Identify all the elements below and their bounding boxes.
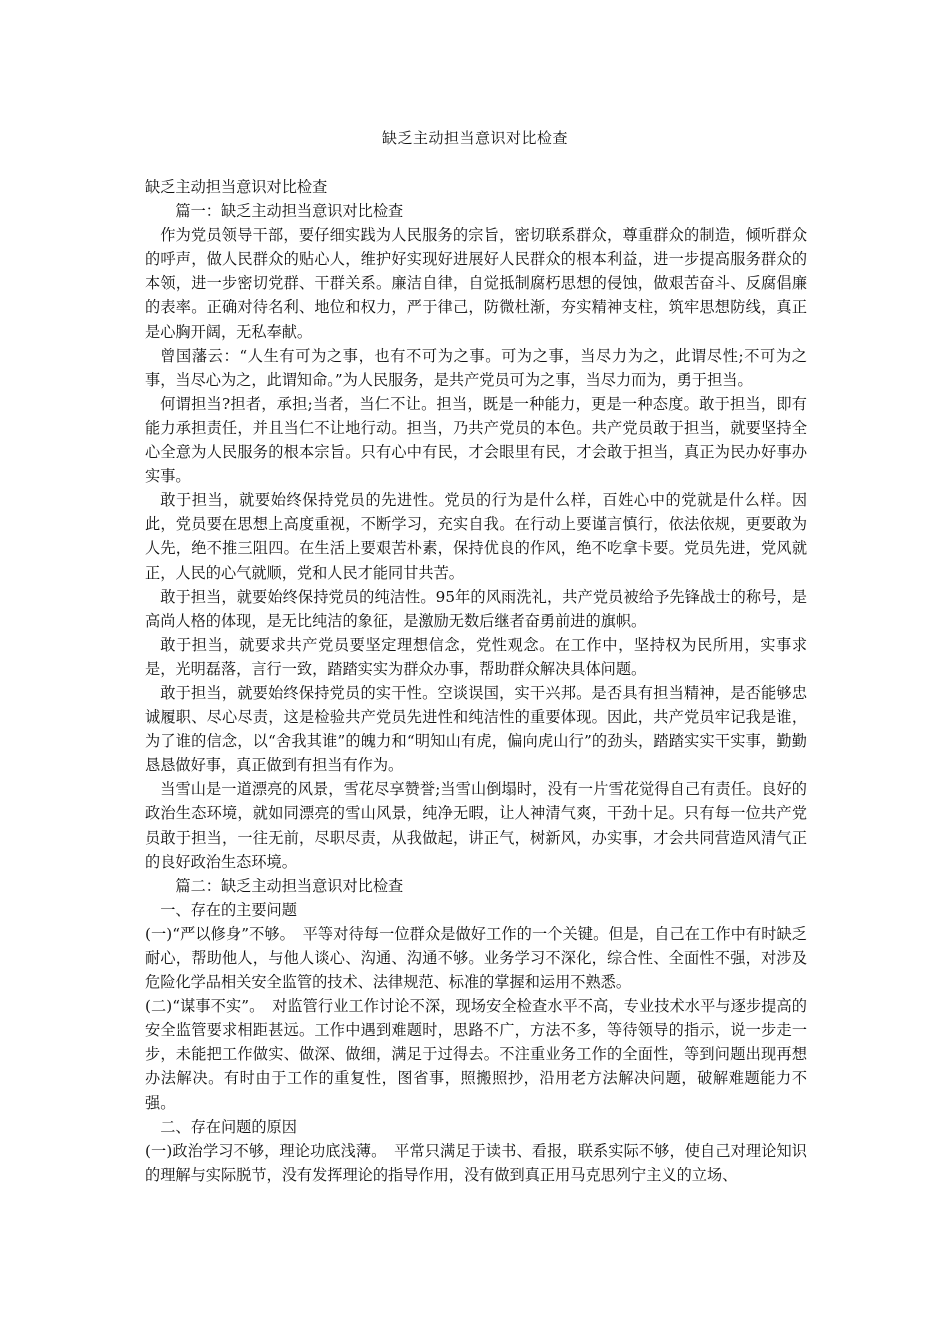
- paragraph: 敢于担当，就要求共产党员要坚定理想信念，党性观念。在工作中，坚持权为民所用，实事求是，光明磊落，言行一致，踏踏实实为群众办事，帮助群众解决具体问题。: [145, 635, 807, 678]
- paragraph: 作为党员领导干部，要仔细实践为人民服务的宗旨，密切联系群众，尊重群众的制造，倾听群众的呼声，做人民群众的贴心人，维护好实现好进展好人民群众的根本利益，进一步提高服务群众的本领，进一步密切党群、干群关系。廉洁自律，自觉抵制腐朽思想的侵蚀，做艰苦奋斗、反腐倡廉的表率。正确对待名利、地位和权力，严于律己，防微杜渐，夯实精神支柱，筑牢思想防线，真正是心胸开阔，无私奉献。: [145, 226, 807, 341]
- body-heading: 缺乏主动担当意识对比检查: [145, 178, 328, 196]
- subsection-heading: 一、存在的主要问题: [160, 900, 297, 919]
- paragraph: 当雪山是一道漂亮的风景，雪花尽享赞誉;当雪山倒塌时，没有一片雪花觉得自己有责任。良好的政治生态环境，就如同漂亮的雪山风景，纯净无暇，让人神清气爽，干劲十足。只有每一位共产党员敢于担当，一往无前，尽职尽责，从我做起，讲正气，树新风，办实事，才会共同营造风清气正的良好政治生态环境。: [145, 780, 807, 871]
- paragraph: (一)“严以修身”不够。 平等对待每一位群众是做好工作的一个关键。但是，自己在工作中有时缺乏耐心，帮助他人，与他人谈心、沟通、沟通不够。业务学习不深化，综合性、全面性不强，对涉及危险化学品相关安全监管的技术、法律规范、标准的掌握和运用不熟悉。: [145, 924, 807, 992]
- paragraph: 敢于担当，就要始终保持党员的纯洁性。95年的风雨洗礼，共产党员被给予先锋战士的称号，是高尚人格的体现，是无比纯洁的象征，是激励无数后继者奋勇前进的旗帜。: [145, 587, 807, 630]
- section-heading-1: 篇一：缺乏主动担当意识对比检查: [175, 202, 404, 221]
- subsection-heading: 二、存在问题的原因: [160, 1117, 297, 1136]
- paragraph: 何谓担当?担者，承担;当者，当仁不让。担当，既是一种能力，更是一种态度。敢于担当，即有能力承担责任，并且当仁不让地行动。担当，乃共产党员的本色。共产党员敢于担当，就要坚持全心全意为人民服务的根本宗旨。只有心中有民，才会眼里有民，才会敢于担当，真正为民办好事办实事。: [145, 394, 807, 486]
- paragraph: 敢于担当，就要始终保持党员的实干性。空谈误国，实干兴邦。是否具有担当精神，是否能够忠诚履职、尽心尽责，这是检验共产党员先进性和纯洁性的重要体现。因此，共产党员牢记我是谁，为了谁的信念，以“舍我其谁”的魄力和“明知山有虎，偏向虎山行”的劲头，踏踏实实干实事，勤勤恳恳做好事，真正做到有担当有作为。: [145, 683, 807, 775]
- document-title: 缺乏主动担当意识对比检查: [381, 129, 568, 147]
- section-heading-2: 篇二：缺乏主动担当意识对比检查: [175, 876, 404, 895]
- document-body: [145, 175, 807, 1187]
- paragraph: (二)“谋事不实”。 对监管行业工作讨论不深，现场安全检查水平不高，专业技术水平与逐步提高的安全监管要求相距甚远。工作中遇到难题时，思路不广，方法不多，等待领导的指示，说一步走一步，未能把工作做实、做深、做细，满足于过得去。不注重业务工作的全面性，等到问题出现再想办法解决。有时由于工作的重复性，图省事，照搬照抄，沿用老方法解决问题，破解难题能力不强。: [145, 997, 807, 1112]
- paragraph: (一)政治学习不够，理论功底浅薄。 平常只满足于读书、看报，联系实际不够，使自己对理论知识的理解与实际脱节，没有发挥理论的指导作用，没有做到真正用马克思列宁主义的立场、: [145, 1141, 807, 1184]
- paragraph: 敢于担当，就要始终保持党员的先进性。党员的行为是什么样，百姓心中的党就是什么样。因此，党员要在思想上高度重视，不断学习，充实自我。在行动上要谨言慎行，依法依规，更要敢为人先，绝不推三阻四。在生活上要艰苦朴素，保持优良的作风，绝不吃拿卡要。党员先进，党风就正，人民的心气就顺，党和人民才能同甘共苦。: [145, 491, 807, 582]
- paragraph: 曾国藩云：“人生有可为之事，也有不可为之事。可为之事，当尽力为之，此谓尽性;不可为之事，当尽心为之，此谓知命。”为人民服务，是共产党员可为之事，当尽力而为，勇于担当。: [145, 346, 807, 389]
